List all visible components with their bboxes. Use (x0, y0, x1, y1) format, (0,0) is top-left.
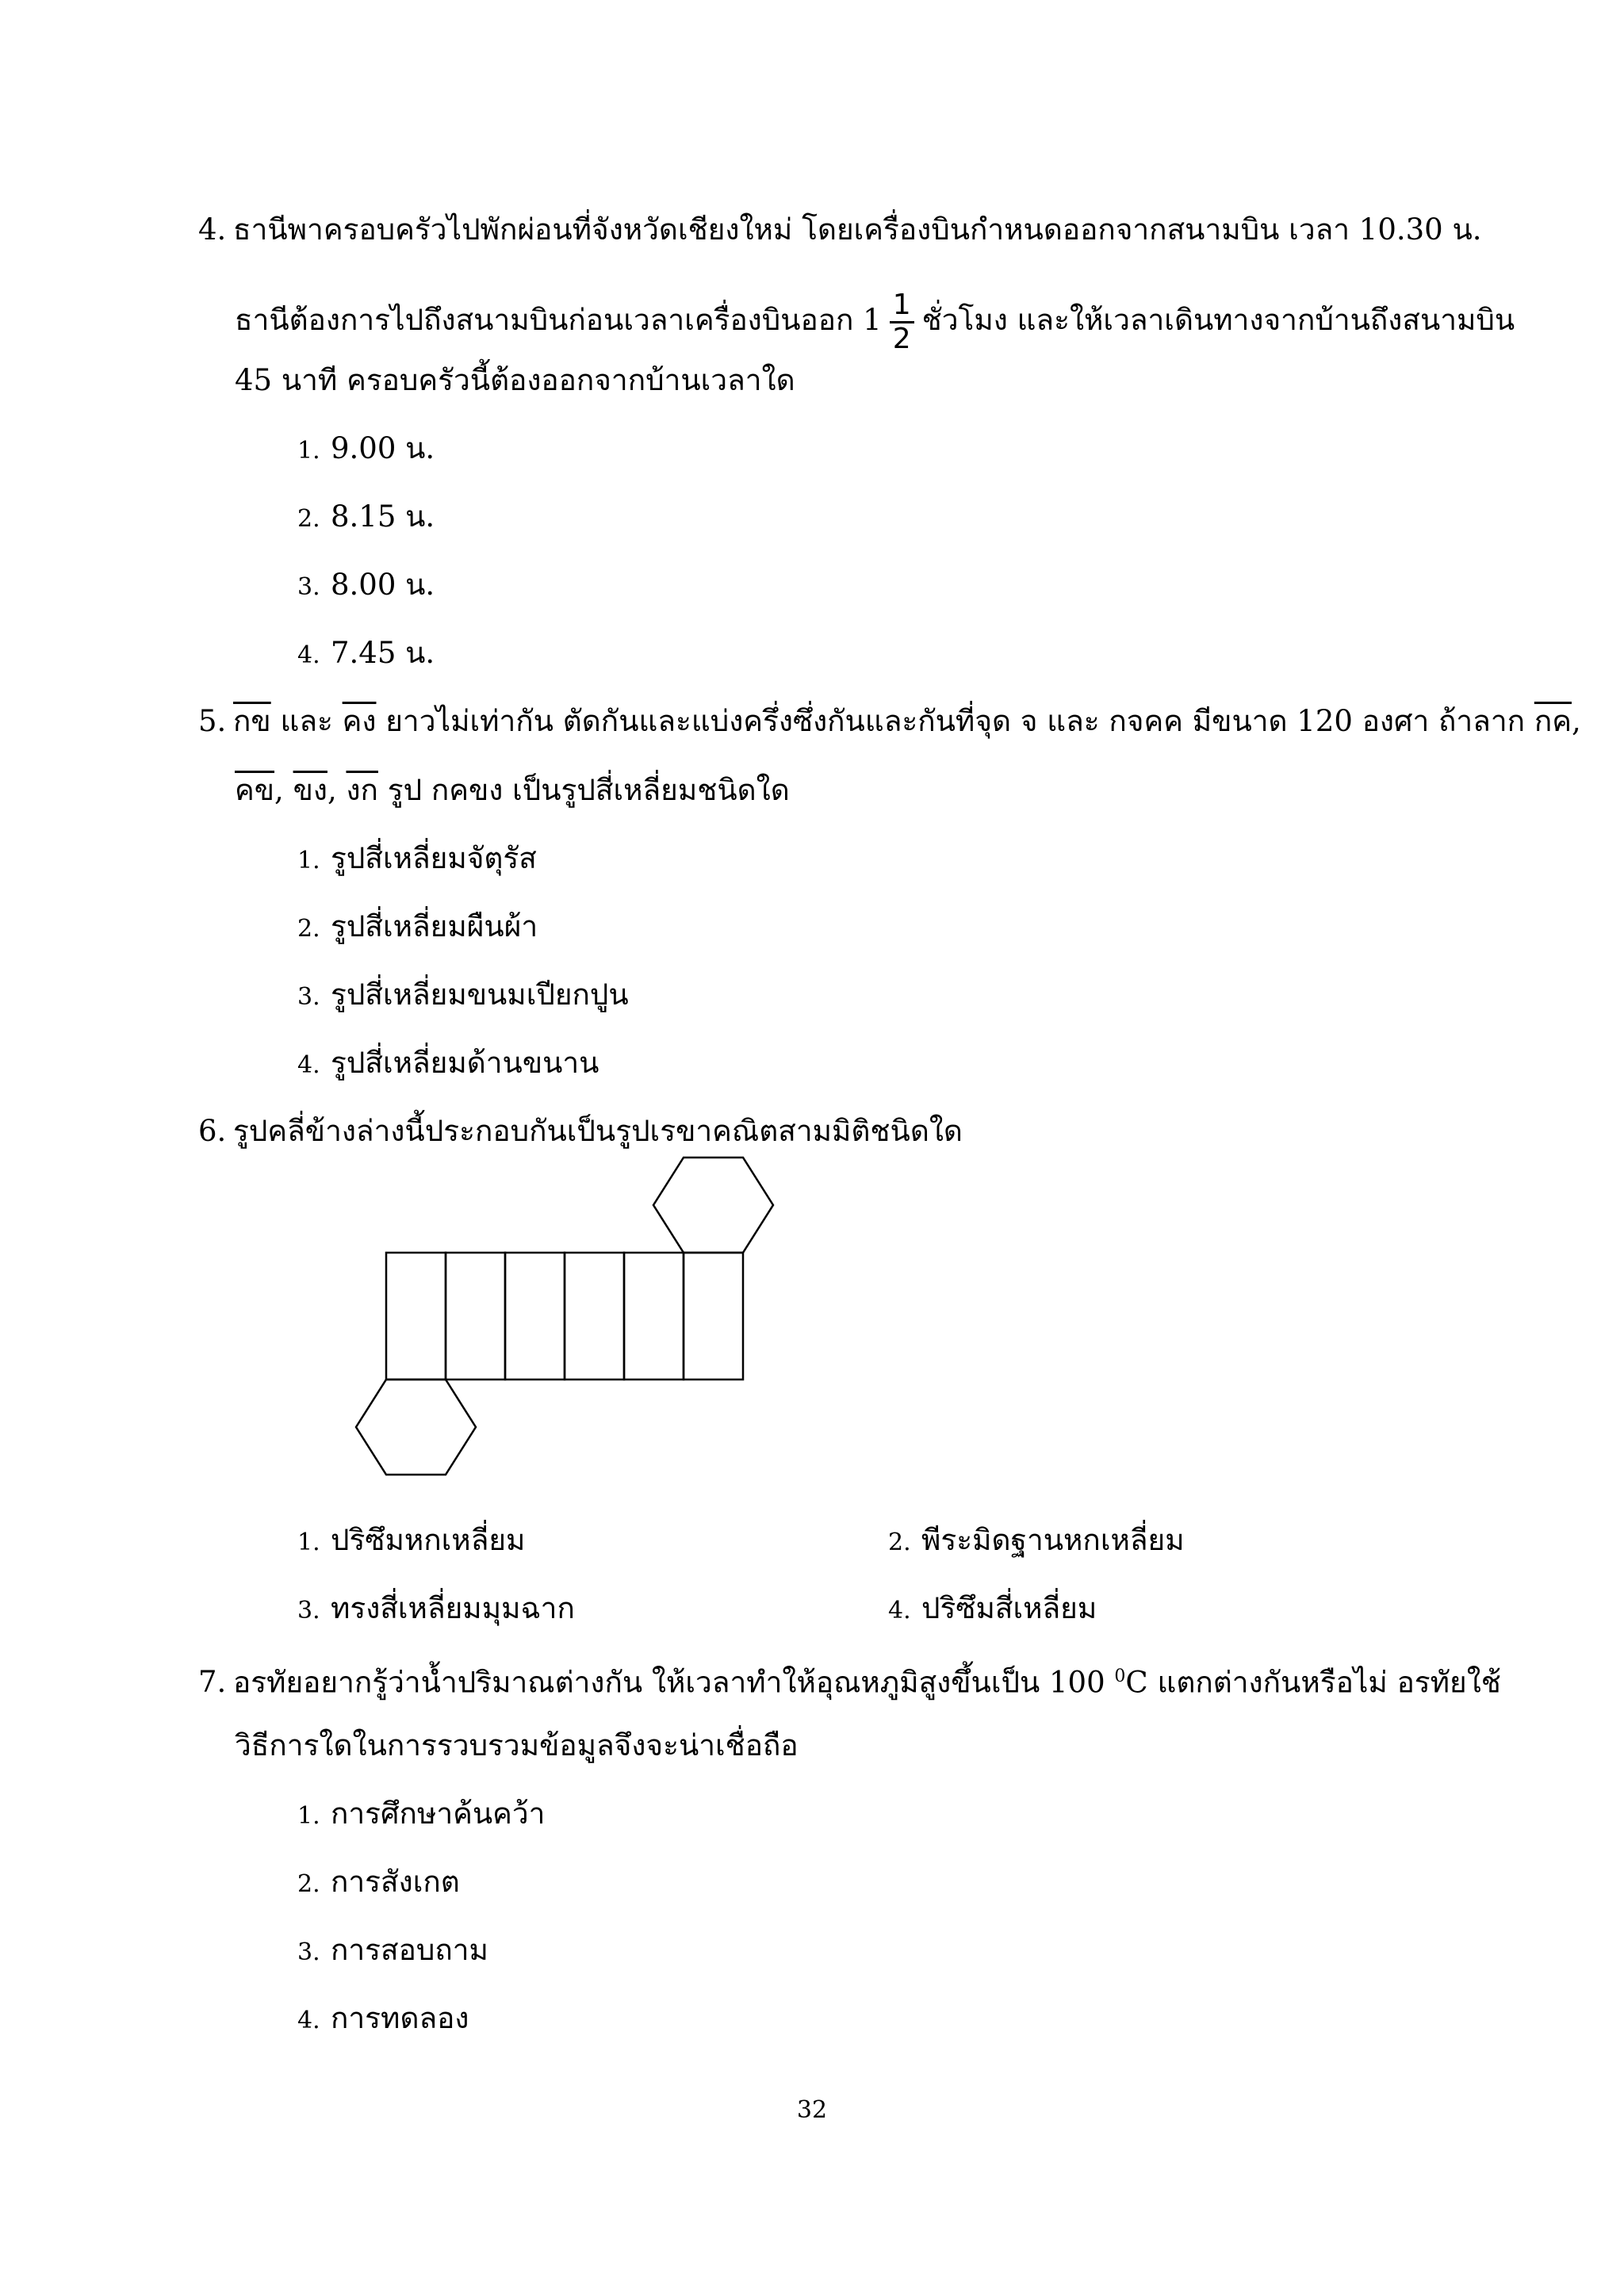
segment-khai-ngu: ขง (293, 773, 327, 807)
option-text: 7.45 น. (331, 636, 435, 670)
q4-line-1 (198, 210, 1482, 250)
segment-kho-khai: คข (235, 773, 275, 807)
net-hexagon-top (653, 1158, 773, 1253)
option-text: 9.00 น. (331, 431, 435, 465)
page-number: 32 (796, 2096, 828, 2124)
q7-option-4 (297, 1999, 469, 2041)
option-number: 3. (297, 1938, 320, 1966)
option-text: รูปสี่เหลี่ยมขนมเปียกปูน (331, 978, 629, 1012)
option-number: 1. (297, 1802, 320, 1830)
net-face-1 (386, 1253, 446, 1380)
option-text: การสอบถาม (331, 1933, 488, 1967)
option-number: 4. (888, 1597, 911, 1624)
q5-text-2: รูป กคขง เป็นรูปสี่เหลี่ยมชนิดใด (387, 773, 790, 807)
fraction-numerator: 1 (890, 289, 914, 323)
segment-ngu-kok: งก (346, 773, 378, 807)
option-number: 1. (297, 437, 320, 465)
q7-text-1b: C แตกต่างกันหรือไม่ อรทัยใช้ (1125, 1665, 1501, 1700)
option-text: ทรงสี่เหลี่ยมมุมฉาก (331, 1591, 575, 1625)
option-number: 4. (297, 2007, 320, 2034)
angle-vertex: ค (1143, 704, 1164, 738)
option-number: 3. (297, 573, 320, 601)
option-text: การทดลอง (331, 2001, 469, 2035)
option-text: รูปสี่เหลี่ยมด้านขนาน (331, 1046, 599, 1080)
option-number: 4. (297, 1051, 320, 1079)
q4-option-1 (297, 429, 435, 471)
q7-number: 7. (198, 1665, 227, 1700)
fraction-one-half (890, 289, 914, 355)
q4-option-4 (297, 633, 435, 675)
q5-option-4 (297, 1043, 599, 1085)
q7-line-2 (235, 1726, 799, 1766)
q7-option-2 (297, 1862, 460, 1904)
q4-option-2 (297, 497, 435, 539)
q7-line-1 (198, 1657, 1501, 1702)
q4-number: 4. (198, 212, 227, 247)
q5-option-2 (297, 907, 538, 949)
option-number: 2. (297, 915, 320, 943)
option-text: พีระมิดฐานหกเหลี่ยม (921, 1523, 1185, 1557)
segment-kok-kho: กค (1534, 704, 1572, 738)
option-text: รูปสี่เหลี่ยมจัตุรัส (331, 841, 537, 875)
q4-line-2 (235, 289, 1515, 355)
q4-text-2b: ชั่วโมง และให้เวลาเดินทางจากบ้านถึงสนามบิน (921, 303, 1515, 337)
q6-option-2 (888, 1521, 1185, 1563)
option-number: 1. (297, 1529, 320, 1556)
q5-text-tail: มีขนาด 120 องศา ถ้าลาก (1192, 704, 1526, 738)
q6-option-1 (297, 1521, 525, 1563)
q6-text: รูปคลี่ข้างล่างนี้ประกอบกันเป็นรูปเรขาคณิตสามมิติชนิดใด (233, 1114, 963, 1148)
q5-number: 5. (198, 704, 227, 738)
option-number: 1. (297, 847, 320, 874)
option-text: ปริซึมหกเหลี่ยม (331, 1523, 526, 1557)
option-text: การสังเกต (331, 1865, 460, 1899)
q6-option-4 (888, 1589, 1097, 1631)
option-number: 2. (297, 505, 320, 533)
option-text: 8.15 น. (331, 499, 435, 534)
q4-text-2a: ธานีต้องการไปถึงสนามบินก่อนเวลาเครื่องบินออก 1 (235, 303, 882, 337)
segment-kho-ngu: คง (342, 704, 377, 738)
q5-and: และ (280, 704, 333, 738)
net-face-4 (565, 1253, 624, 1380)
q5-option-1 (297, 839, 537, 881)
q7-text-1a: อรทัยอยากรู้ว่าน้ำปริมาณต่างกัน ให้เวลาทำให้อุณหภูมิสูงขึ้นเป็น 100 (233, 1665, 1105, 1700)
option-number: 3. (297, 983, 320, 1011)
q5-option-3 (297, 975, 629, 1017)
option-text: รูปสี่เหลี่ยมผืนผ้า (331, 909, 538, 943)
hexagonal-prism-net-figure (341, 1154, 785, 1494)
q5-text-mid: ยาวไม่เท่ากัน ตัดกันและแบ่งครึ่งซึ่งกันและกันที่จุด จ และ กจ (385, 704, 1144, 738)
option-number: 4. (297, 641, 320, 669)
option-number: 2. (888, 1529, 911, 1556)
q7-option-1 (297, 1794, 545, 1836)
net-hexagon-bottom (356, 1380, 476, 1475)
option-text: ปริซึมสี่เหลี่ยม (921, 1591, 1097, 1625)
option-text: การศึกษาค้นคว้า (331, 1797, 546, 1831)
segment-kok-khai: กข (233, 704, 271, 738)
q6-option-3 (297, 1589, 575, 1631)
option-text: 8.00 น. (331, 568, 435, 602)
option-number: 3. (297, 1597, 320, 1624)
q5-line-1: 5. กข และ คง ยาวไม่เท่ากัน ตัดกันและแบ่งครึ่งซึ่งกันและกันที่จุด จ และ กจคค มีขนาด 120 องศา ถ้าลาก กค, (198, 702, 1581, 741)
net-face-5 (624, 1253, 684, 1380)
fraction-denominator: 2 (892, 323, 911, 355)
degree-superscript: 0 (1114, 1667, 1126, 1686)
q7-option-3 (297, 1931, 488, 1973)
net-face-3 (505, 1253, 565, 1380)
q4-text-3: 45 นาที ครอบครัวนี้ต้องออกจากบ้านเวลาใด (235, 363, 795, 397)
q6-line-1 (198, 1112, 963, 1151)
q5-line-2: คข, ขง, งก รูป กคขง เป็นรูปสี่เหลี่ยมชนิดใด (235, 773, 790, 807)
option-number: 2. (297, 1870, 320, 1898)
q4-option-3 (297, 565, 435, 607)
q6-number: 6. (198, 1114, 227, 1148)
q7-text-2: วิธีการใดในการรวบรวมข้อมูลจึงจะน่าเชื่อถือ (235, 1728, 799, 1762)
q4-line-3 (235, 361, 795, 400)
q4-text-1: ธานีพาครอบครัวไปพักผ่อนที่จังหวัดเชียงใหม่ โดยเครื่องบินกำหนดออกจากสนามบิน เวลา 10.30 น. (233, 212, 1482, 247)
net-face-2 (446, 1253, 505, 1380)
net-face-6 (684, 1253, 743, 1380)
